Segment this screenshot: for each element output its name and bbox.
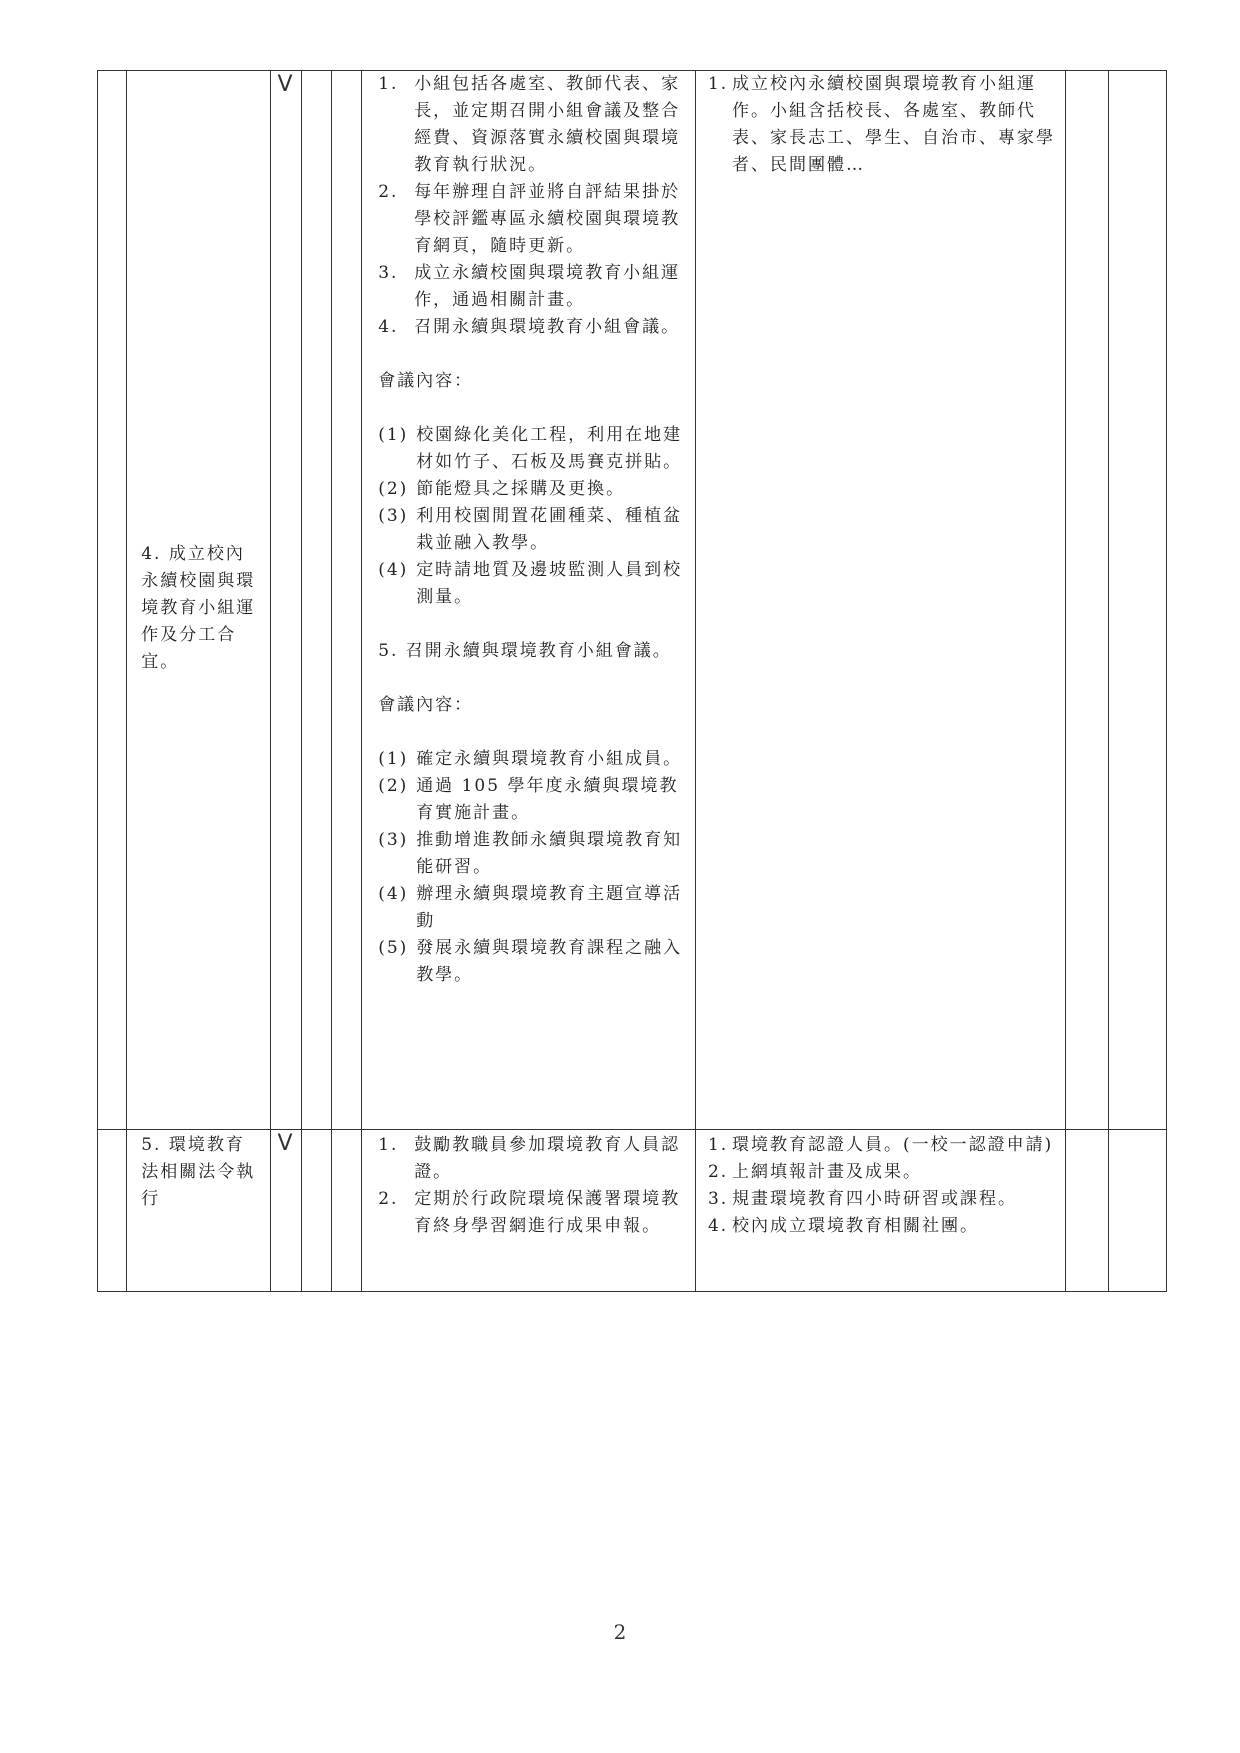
- item-text: 4. 成立校內永續校園與環境教育小組運作及分工合宜。: [141, 544, 256, 672]
- list-item: 1. 小組包括各處室、教師代表、家長，並定期召開小組會議及整合經費、資源落實永續校園與環境教育執行狀況。: [378, 74, 681, 175]
- check-cell: [271, 1130, 301, 1292]
- empty-cell: [301, 71, 331, 1130]
- list-item: (2) 通過 105 學年度永續與環境教育實施計畫。: [378, 776, 679, 823]
- list-item: (4) 定時請地質及邊坡監測人員到校測量。: [378, 560, 683, 607]
- evaluation-table: [97, 70, 1167, 1292]
- list-item: (5) 發展永續與環境教育課程之融入教學。: [378, 938, 683, 985]
- page-number: 2: [613, 1620, 627, 1644]
- content-block: [362, 1130, 695, 1240]
- empty-cell: [331, 1130, 361, 1292]
- list-item: 1. 鼓勵教職員參加環境教育人員認證。: [378, 1135, 681, 1182]
- content-cell: [362, 71, 696, 1130]
- list-item: 2. 定期於行政院環境保護署環境教育終身學習網進行成果申報。: [378, 1189, 681, 1236]
- item-cell: [127, 71, 271, 1130]
- check-cell: [271, 71, 301, 1130]
- list-item: 2. 上網填報計畫及成果。: [707, 1162, 922, 1182]
- empty-cell: [1066, 71, 1109, 1130]
- list-item: 2. 每年辦理自評並將自評結果掛於學校評鑑專區永續校園與環境教育網頁，隨時更新。: [378, 182, 681, 256]
- meeting-label: 會議內容：: [378, 371, 474, 391]
- list-item: (1) 確定永續與環境教育小組成員。: [378, 749, 683, 769]
- table-row: [98, 71, 1167, 1130]
- row-number-cell: [98, 1130, 127, 1292]
- list-item: (3) 利用校園閒置花圃種菜、種植盆 栽並融入教學。: [378, 506, 683, 553]
- reference-cell: [695, 71, 1065, 1130]
- list-item: 1. 成立校內永續校園與環境教育小組運作。小組含括校長、各處室、教師代表、家長志工、學生、自治市、專家學者、民間團體…: [707, 74, 1055, 175]
- list-item: 4. 校內成立環境教育相關社團。: [707, 1216, 979, 1236]
- table-row: [98, 1130, 1167, 1292]
- list-item: 3. 規畫環境教育四小時研習或課程。: [707, 1189, 1017, 1209]
- empty-cell: [1066, 1130, 1109, 1292]
- list-item: (2) 節能燈具之採購及更換。: [378, 479, 626, 499]
- content-cell: [362, 1130, 696, 1292]
- list-item: (1) 校園綠化美化工程，利用在地建材如竹子、石板及馬賽克拼貼。: [378, 425, 683, 472]
- empty-cell: [331, 71, 361, 1130]
- reference-block: [696, 1130, 1065, 1240]
- list-item: 4. 召開永續與環境教育小組會議。: [378, 317, 681, 337]
- item-cell: [127, 1130, 271, 1292]
- numbered-list: [378, 71, 683, 341]
- meeting-label: 會議內容：: [378, 695, 474, 715]
- content-block: [362, 71, 695, 989]
- item-text: 5. 環境教育法相關法令執行: [141, 1135, 256, 1209]
- empty-cell: [1109, 71, 1167, 1130]
- reference-block: [696, 71, 1065, 179]
- empty-cell: [1109, 1130, 1167, 1292]
- check-mark: V: [277, 72, 295, 97]
- meeting-list: [378, 746, 683, 989]
- empty-cell: [301, 1130, 331, 1292]
- list-item: 3. 成立永續校園與環境教育小組運作，通過相關計畫。: [378, 263, 681, 310]
- check-mark: V: [277, 1131, 295, 1156]
- list-item: (4) 辦理永續與環境教育主題宣導活動: [378, 884, 683, 931]
- list-item: (3) 推動增進教師永續與環境教育知能研習。: [378, 830, 683, 877]
- row-number-cell: [98, 71, 127, 1130]
- reference-cell: [695, 1130, 1065, 1292]
- list-item: 1. 環境教育認證人員。(一校一認證申請): [707, 1135, 1054, 1155]
- meeting-list: [378, 422, 683, 611]
- item5-line: 5. 召開永續與環境教育小組會議。: [378, 641, 672, 661]
